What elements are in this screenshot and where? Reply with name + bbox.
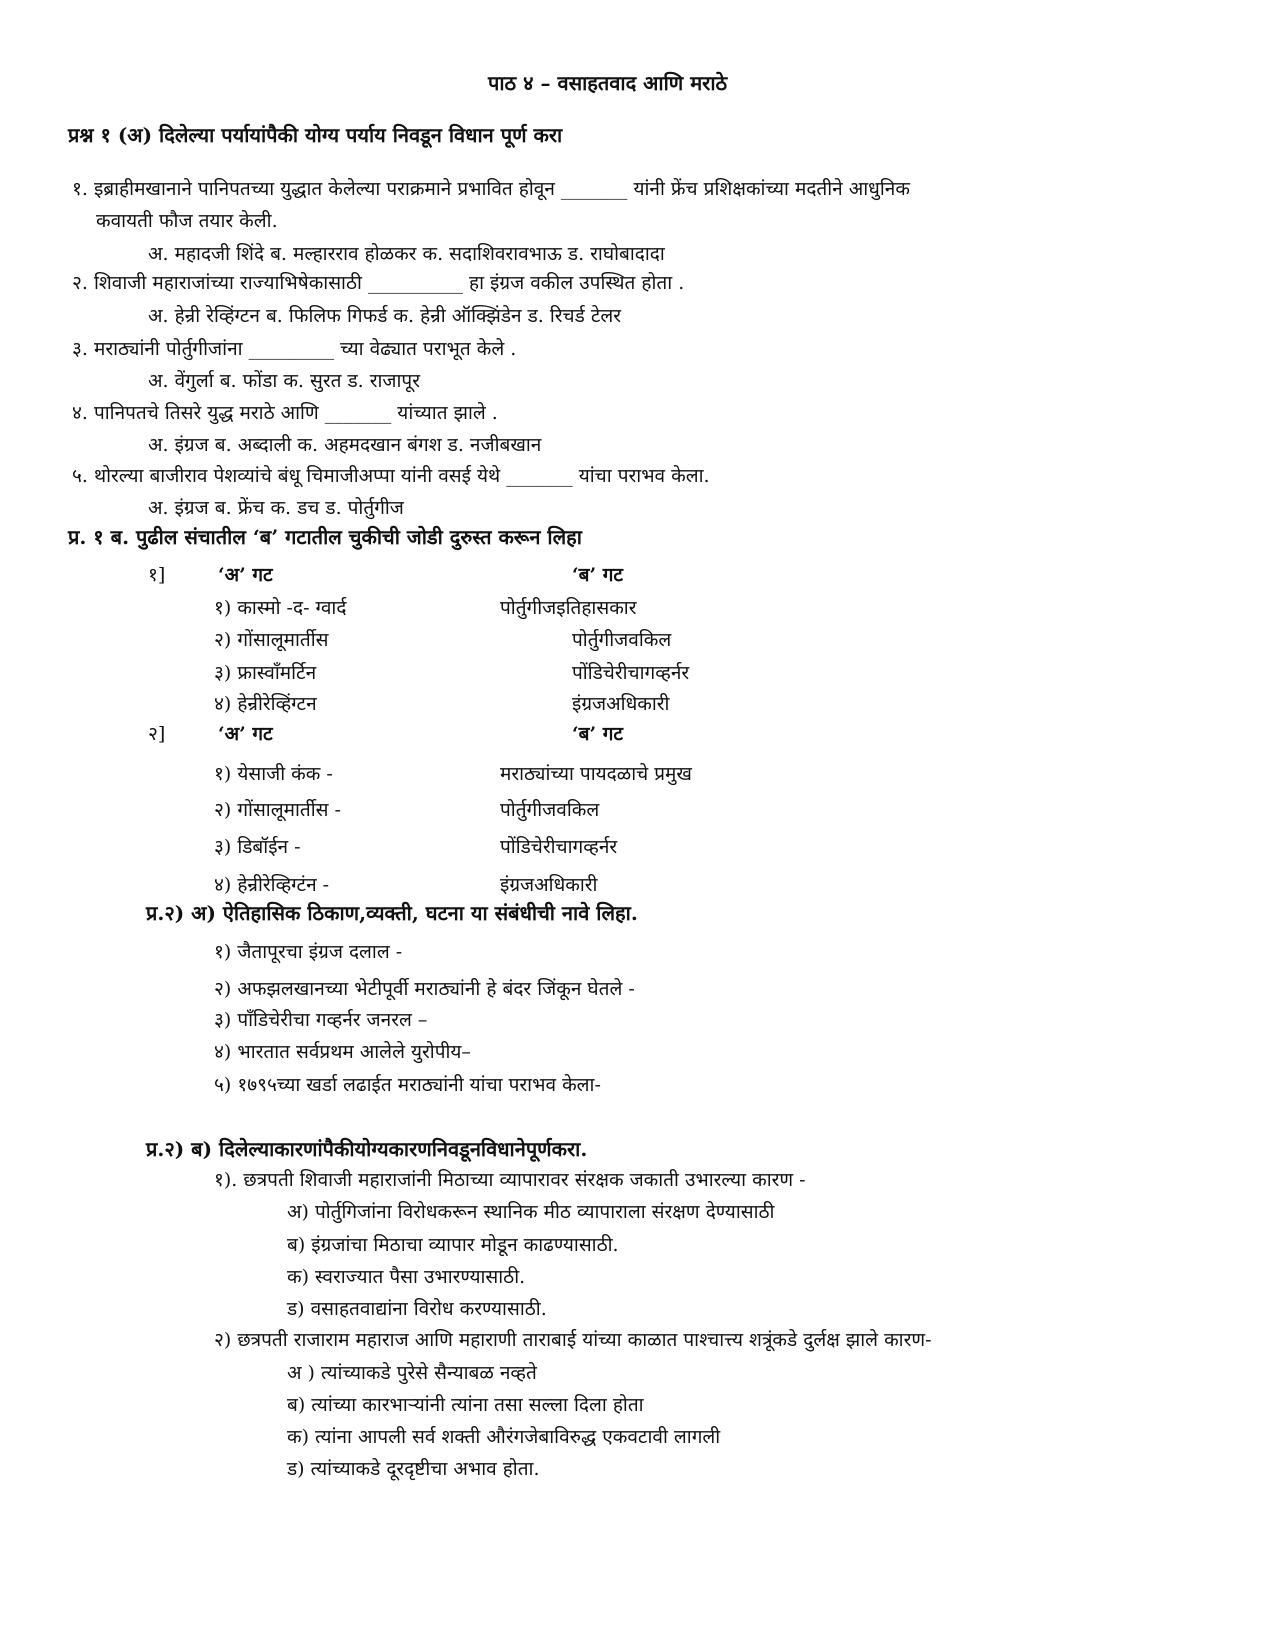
q1a-item-4: ४. पानिपतचे तिसरे युद्ध मराठे आणि _______ यांच्यात झाले .	[72, 402, 498, 424]
q1a-item-1-cont: कवायती फौज तयार केली.	[96, 210, 278, 232]
q2b-heading: प्र.२) ब) दिलेल्याकारणांपैकीयोग्यकारणनिवडूनविधानेपूर्णकरा.	[146, 1137, 588, 1161]
q2b-item-1-option-c: क) स्वराज्यात पैसा उभारण्यासाठी.	[287, 1266, 526, 1288]
q1b-heading: प्र. १ ब. पुढील संचातील ‘ब’ गटातील चुकीची जोडी दुरुस्त करून लिहा	[68, 525, 582, 549]
q1b-set-2-row-2-a: २) गोंसालूमार्तीस -	[214, 799, 341, 821]
q1b-set-1-row-3-a: ३) फ्रास्वाँमर्टिन	[214, 662, 317, 684]
q1b-set-2-col-b-header: ‘ब’ गट	[572, 723, 623, 745]
q2b-item-1-option-d: ड) वसाहतवाद्यांना विरोध करण्यासाठी.	[287, 1298, 547, 1320]
q1a-item-3: ३. मराठ्यांनी पोर्तुगीजांना _________ च्या वेढ्यात पराभूत केले .	[72, 338, 517, 360]
q1b-set-2-row-1-a: १) येसाजी कंक -	[214, 763, 333, 785]
q2b-item-1-option-a: अ) पोर्तुगिजांना विरोधकरून स्थानिक मीठ व्यापाराला संरक्षण देण्यासाठी	[287, 1201, 775, 1223]
q1b-set-1-row-1-a: १) कास्मो -द- ग्वार्द	[214, 597, 347, 619]
q1b-set-1-row-4-b: इंग्रजअधिकारी	[572, 693, 670, 715]
q1b-set-2-row-3-a: ३) डिबॉईन -	[214, 836, 301, 858]
q2b-item-2-statement: २) छत्रपती राजाराम महाराज आणि महाराणी ताराबाई यांच्या काळात पाश्चात्त्य शत्रूंकडे दुर्लक्ष झाले कारण-	[214, 1329, 932, 1351]
q1b-set-2-row-3-b: पोंडिचेरीचागव्हर्नर	[500, 836, 618, 858]
q1b-set-2-row-4-b: इंग्रजअधिकारी	[500, 874, 598, 896]
q1b-set-2-row-2-b: पोर्तुगीजवकिल	[500, 799, 600, 821]
q2b-item-2-option-a: अ ) त्यांच्याकडे पुरेसे सैन्याबळ नव्हते	[287, 1362, 537, 1384]
q2b-item-2-option-d: ड) त्यांच्याकडे दूरदृष्टीचा अभाव होता.	[287, 1458, 540, 1480]
q1a-item-4-options: अ. इंग्रज ब. अब्दाली क. अहमदखान बंगश ड. नजीबखान	[148, 434, 542, 456]
q1a-item-2: २. शिवाजी महाराजांच्या राज्याभिषेकासाठी __________ हा इंग्रज वकील उपस्थित होता .	[72, 272, 685, 294]
q1a-item-2-options: अ. हेन्री रेव्हिंग्टन ब. फिलिफ गिफर्ड क. हेन्री ऑक्झिंडेन ड. रिचर्ड टेलर	[148, 305, 622, 327]
q1b-set-1-row-4-a: ४) हेन्रीरेव्हिंग्टन	[214, 693, 317, 715]
q1a-heading: प्रश्न १ (अ) दिलेल्या पर्यायांपैकी योग्य पर्याय निवडून विधान पूर्ण करा	[68, 123, 563, 147]
q1b-set-2-number: २]	[148, 723, 166, 745]
q2a-heading: प्र.२) अ) ऐतिहासिक ठिकाण,व्यक्ती, घटना या संबंधीची नावे लिहा.	[146, 901, 638, 925]
q2b-item-2-option-c: क) त्यांना आपली सर्व शक्ती औरंगजेबाविरुद्ध एकवटावी लागली	[287, 1426, 721, 1448]
q2a-item-5: ५) १७९५च्या खर्डा लढाईत मराठ्यांनी यांचा पराभव केला-	[214, 1074, 601, 1096]
q1b-set-1-col-b-header: ‘ब’ गट	[572, 564, 623, 586]
q1a-item-1: १. इब्राहीमखानाने पानिपतच्या युद्धात केलेल्या पराक्रमाने प्रभावित होवून _______ यांनी फ्रेंच प्रशिक्षकांच्या मदतीने आधुनिक	[72, 178, 910, 200]
q1b-set-2-row-4-a: ४) हेन्रीरेव्हिग्टंन -	[214, 874, 330, 896]
q1b-set-1-col-a-header: ‘अ’ गट	[218, 564, 273, 586]
page-title: पाठ ४ – वसाहतवाद आणि मराठे	[488, 71, 728, 95]
q2a-item-2: २) अफझलखानच्या भेटीपूर्वी मराठ्यांनी हे बंदर जिंकून घेतले -	[214, 978, 635, 1000]
q1a-item-3-options: अ. वेंगुर्ला ब. फोंडा क. सुरत ड. राजापूर	[148, 370, 420, 392]
q1b-set-1-row-3-b: पोंडिचेरीचागव्हर्नर	[572, 662, 690, 684]
q2a-item-3: ३) पाँडिचेरीचा गव्हर्नर जनरल –	[214, 1009, 428, 1031]
q2a-item-4: ४) भारतात सर्वप्रथम आलेले युरोपीय–	[214, 1041, 471, 1063]
q1b-set-2-col-a-header: ‘अ’ गट	[218, 723, 273, 745]
q1b-set-1-row-2-a: २) गोंसालूमार्तीस	[214, 629, 329, 651]
q2b-item-1-statement: १). छत्रपती शिवाजी महाराजांनी मिठाच्या व्यापारावर संरक्षक जकाती उभारल्या कारण -	[214, 1169, 806, 1191]
q2a-item-1: १) जैतापूरचा इंग्रज दलाल -	[214, 941, 403, 963]
q2b-item-2-option-b: ब) त्यांच्या कारभाऱ्यांनी त्यांना तसा सल्ला दिला होता	[287, 1394, 644, 1416]
q1a-item-5-options: अ. इंग्रज ब. फ्रेंच क. डच ड. पोर्तुगीज	[148, 497, 404, 519]
q1b-set-2-row-1-b: मराठ्यांच्या पायदळाचे प्रमुख	[500, 763, 692, 785]
q1a-item-5: ५. थोरल्या बाजीराव पेशव्यांचे बंधू चिमाजीअप्पा यांनी वसई येथे _______ यांचा पराभव केला.	[72, 465, 710, 487]
q1b-set-1-row-1-b: पोर्तुगीजइतिहासकार	[500, 597, 637, 619]
q2b-item-1-option-b: ब) इंग्रजांचा मिठाचा व्यापार मोडून काढण्यासाठी.	[287, 1234, 619, 1256]
q1b-set-1-number: १]	[148, 564, 166, 586]
q1a-item-1-options: अ. महादजी शिंदे ब. मल्हारराव होळकर क. सदाशिवरावभाऊ ड. राघोबादादा	[148, 243, 665, 265]
q1b-set-1-row-2-b: पोर्तुगीजवकिल	[572, 629, 672, 651]
